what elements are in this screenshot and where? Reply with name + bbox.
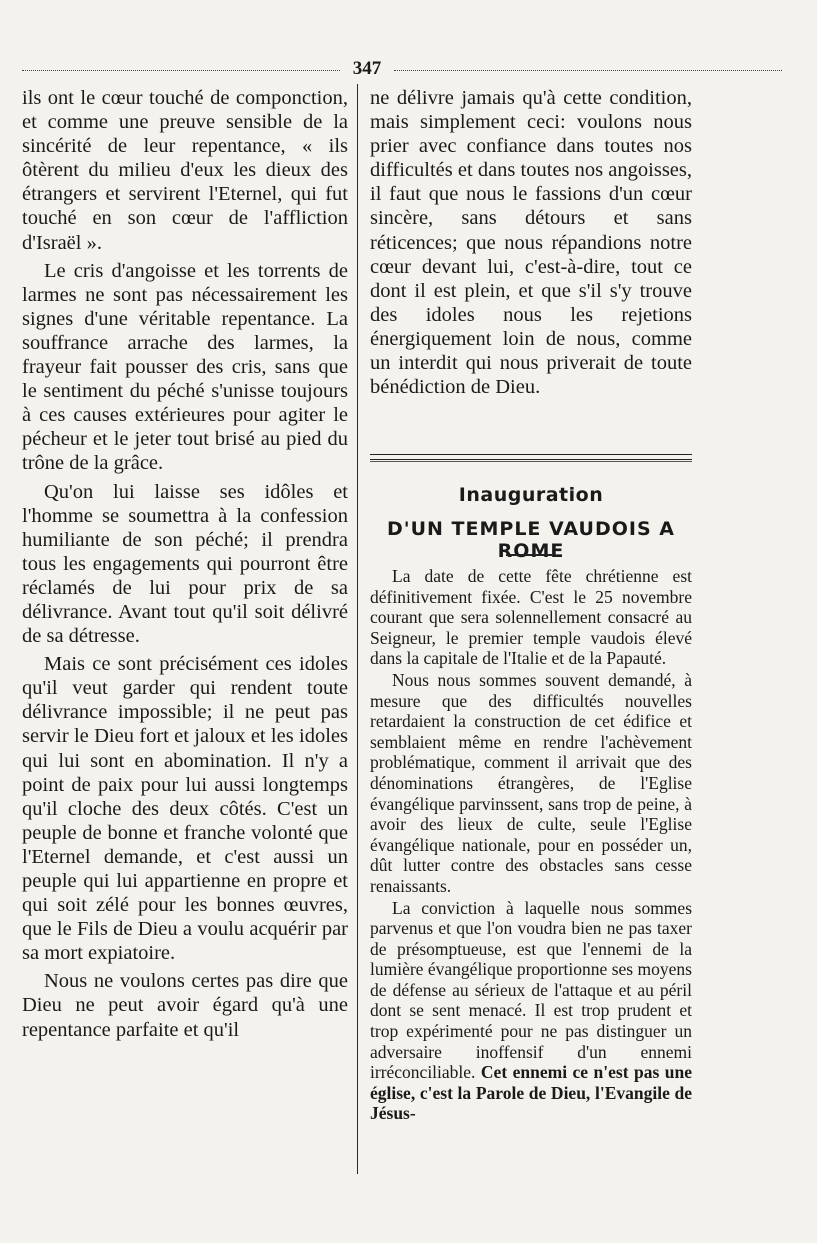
section-divider-secondary [370, 461, 692, 462]
paragraph: Qu'on lui laisse ses idôles et l'homme se soumettra à la confession humiliante de son péché; il prendra tous les engagements qui pourront être réclamés de lui pour prix de sa délivrance. Avant tout qu'il soit délivré de sa détresse. [22, 480, 348, 648]
left-column [22, 86, 348, 1042]
paragraph [370, 898, 692, 1125]
paragraph: ils ont le cœur touché de componction, et comme une preuve sensible de la sincérité de leur repentance, « ils ôtèrent du milieu d'eux les dieux des étrangers et servirent l'Eternel, qui fut touché en son cœur de l'affliction d'Israël ». [22, 87, 348, 254]
article-body [370, 566, 692, 1124]
section-divider [370, 454, 692, 460]
paragraph-text: La conviction à laquelle nous sommes parvenus et que l'on voudra bien ne pas taxer de présomptueuse, est que l'ennemi de la lumière évangélique proportionne ses moyens de défense au sérieux de l'attaque et au péril dont se sent menacé. Il est trop prudent et trop expérimenté pour ne pas distinguer un adversaire inoffensif d'un ennemi irréconciliable. [370, 897, 692, 1083]
paragraph: ne délivre jamais qu'à cette condition, mais simplement ceci: voulons nous prier avec confiance dans toutes nos difficultés et dans toutes nos angoisses, il faut que nous le fassions d'un cœur sincère, sans détours et sans réticences; que nous répandions notre cœur devant lui, c'est-à-dire, tout ce dont il est plein, et que s'il s'y trouve des idoles nous les rejetions énergiquement loin de nous, comme un interdit qui nous priverait de toute bénédiction de Dieu. [370, 87, 692, 399]
paragraph: Nous nous sommes souvent demandé, à mesure que des difficultés nouvelles retardaient la construction de cet édifice et semblaient même en rendre l'achèvement problématique, comment il arrivait que des dénominations étrangères, de l'Eglise évangélique parvinssent, sans trop de peine, à avoir des lieux de culte, seule l'Eglise évangélique nationale, pour en posséder un, dût lutter contre des obstacles sans cesse renaissants. [370, 669, 692, 896]
article-title-line2: D'UN TEMPLE VAUDOIS A ROME [387, 518, 675, 562]
header-rule-left [22, 70, 340, 71]
article-title-line1: Inauguration [458, 484, 604, 506]
paragraph: Le cris d'angoisse et les torrents de larmes ne sont pas nécessairement les signes d'une véritable repentance. La souffrance arrache des larmes, la frayeur fait pousser des cris, sans que le sentiment du péché s'unisse toujours à ces causes extérieures pour agiter le pécheur et le jeter tout brisé au pied du trône de la grâce. [22, 259, 348, 475]
paragraph-bold-tail: Cet ennemi ce n'est pas une église, c'est la Parole de Dieu, l'Evangile de Jésus- [370, 1062, 693, 1124]
title-underline [506, 554, 552, 556]
paragraph: Mais ce sont précisément ces idoles qu'il veut garder qui rendent toute délivrance impossible; il ne peut pas servir le Dieu fort et jaloux et les idoles qui lui sont en abomination. Il n'y a point de paix pour lui aussi longtemps qu'il cloche des deux côtés. C'est un peuple de bonne et franche volonté que l'Eternel demande, et c'est aussi un peuple qui lui appartienne en propre et qui soit zélé pour les bonnes œuvres, que le Fils de Dieu a voulu acquérir par sa mort expiatoire. [22, 653, 348, 965]
page-header [22, 58, 782, 82]
column-divider [357, 84, 358, 1174]
right-column-top [370, 86, 692, 399]
paragraph: Nous ne voulons certes pas dire que Dieu ne peut avoir égard qu'à une repentance parfaite et qu'il [22, 970, 348, 1041]
page-number: 347 [352, 58, 382, 79]
header-rule-right [394, 70, 782, 71]
paragraph: La date de cette fête chrétienne est définitivement fixée. C'est le 25 novembre courant que sera solennellement consacré au Seigneur, le premier temple vaudois élevé dans la capitale de l'Italie et de la Papauté. [370, 566, 692, 669]
